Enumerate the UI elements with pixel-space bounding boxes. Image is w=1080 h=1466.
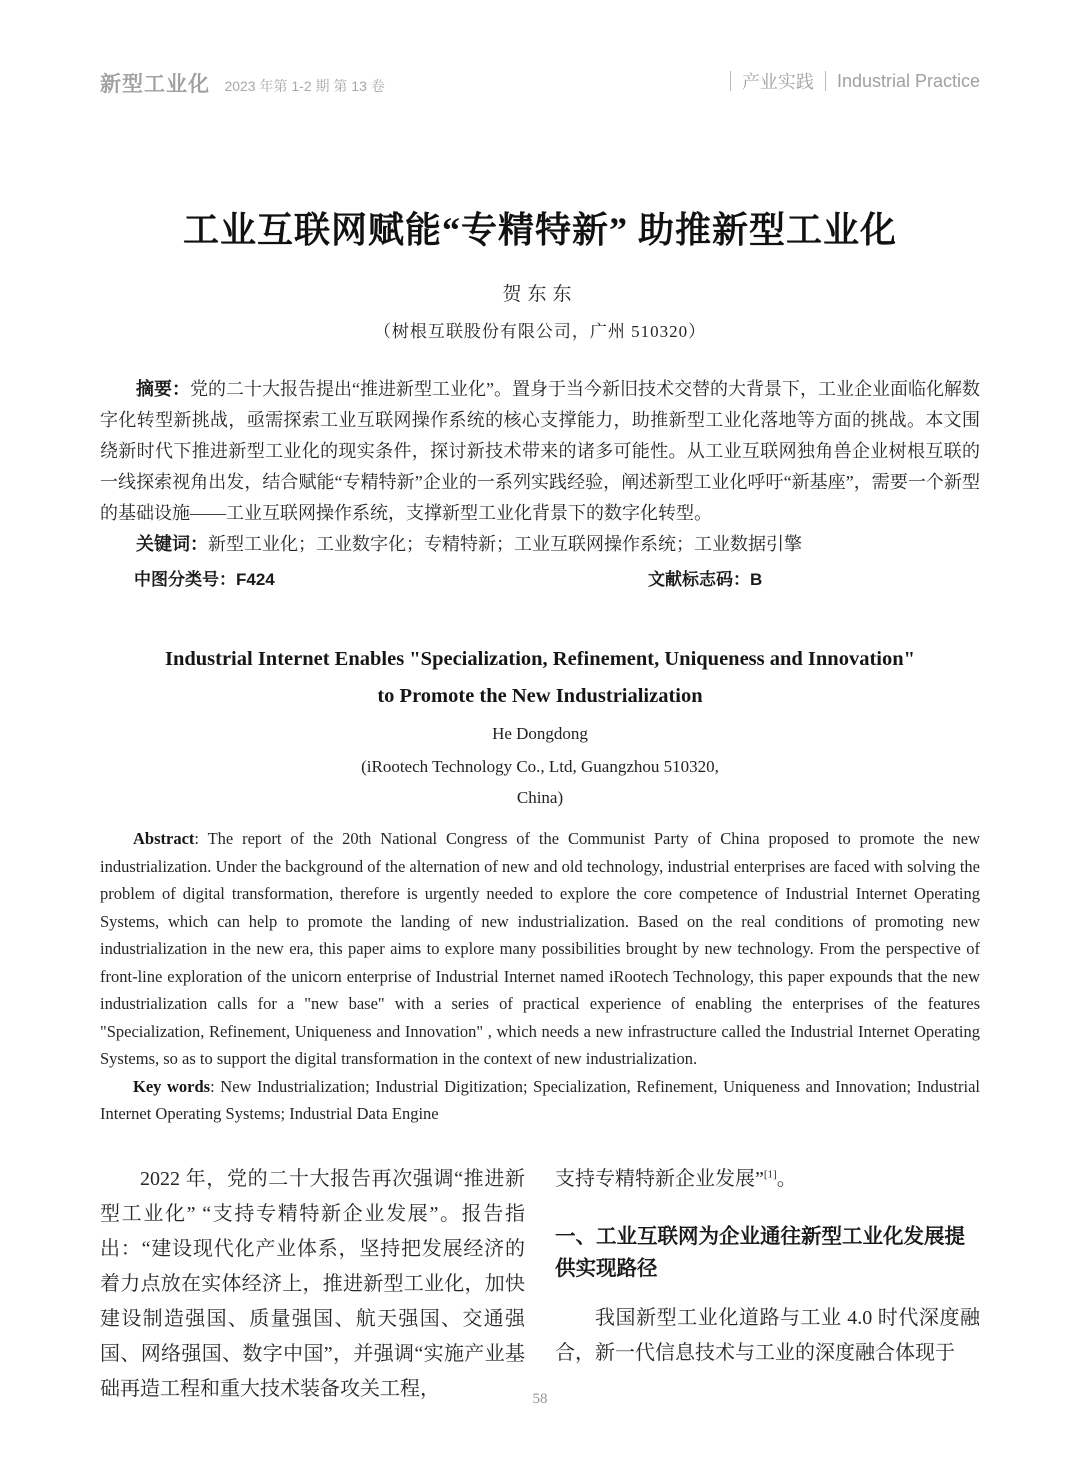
paragraph-continuation-text: 支持专精特新企业发展”	[555, 1167, 764, 1190]
author-name-cn: 贺东东	[502, 284, 578, 305]
affiliation-en	[100, 751, 980, 813]
keywords-label-cn: 关键词：	[136, 534, 208, 554]
keywords-label-en: Key words	[133, 1076, 211, 1096]
paragraph-end-punctuation: 。	[776, 1167, 797, 1190]
abstract-label-cn: 摘要：	[136, 379, 191, 399]
abstract-text-en: : The report of the 20th National Congress of the Communist Party of China proposed to promote the new industrialization. Under the background of the alternation of new and old technology, industrial enterprises are faced with solving the problem of digital transformation, therefore is urgently needed to explore the core competence of Industrial Internet Operating Systems, which can help to promote the landing of new industrialization. Based on the real conditions of promoting new industrialization in the new era, this paper aims to explore many possibilities brought by new technology. From the perspective of front-line exploration of the unicorn enterprise of Industrial Internet named iRootech Technology, this paper expounds that the new industrialization calls for a "new base" with a series of practical experience of enabling the enterprises of the features "Specialization, Refinement, Uniqueness and Innovation" , which needs a new infrastructure called the Industrial Internet Operating Systems, so as to support the digital transformation in the context of new industrialization.	[100, 829, 980, 1068]
section-1-paragraph: 我国新型工业化道路与工业 4.0 时代深度融合，新一代信息技术与工业的深度融合体现于	[555, 1306, 980, 1364]
article-title-en-line1: Industrial Internet Enables "Specialization, Refinement, Uniqueness and Innovation"	[164, 648, 916, 670]
header-divider	[730, 71, 731, 91]
affiliation-en-line1: (iRootech Technology Co., Ltd, Guangzhou 510320,	[361, 757, 719, 776]
header-left	[100, 68, 385, 98]
document-code-label: 文献标志码：	[648, 570, 750, 589]
body-column-right	[555, 1162, 980, 1407]
clc-label: 中图分类号：	[134, 570, 236, 589]
header-right	[719, 68, 980, 94]
keywords-text-cn: 新型工业化；工业数字化；专精特新；工业互联网操作系统；工业数据引擎	[208, 534, 802, 554]
abstract-label-en: Abstract	[133, 829, 195, 848]
section-label-en: Industrial Practice	[836, 70, 980, 91]
section-1-heading: 一、工业互联网为企业通往新型工业化发展提供实现路径	[555, 1224, 965, 1280]
header-divider	[825, 71, 826, 91]
classification-line	[100, 565, 980, 591]
body-paragraph-1-continued	[555, 1162, 980, 1197]
journal-name: 新型工业化	[100, 73, 210, 96]
clc-value: F424	[236, 570, 275, 589]
body-paragraph-1: 2022 年，党的二十大报告再次强调“推进新型工业化” “支持专精特新企业发展”。报告指出：“建设现代化产业体系，坚持把发展经济的着力点放在实体经济上，推进新型工业化，加快建设制造强国、质量强国、航天强国、交通强国、网络强国、数字中国”，并强调“实施产业基础再造工程和重大技术装备攻关工程，	[100, 1167, 525, 1400]
document-code	[648, 565, 762, 590]
citation-reference-1: [1]	[763, 1167, 777, 1180]
page-header	[100, 68, 980, 98]
issue-info: 2023 年第 1-2 期 第 13 卷	[224, 78, 385, 94]
article-title-en	[100, 641, 980, 715]
article-title-cn: 工业互联网赋能“专精特新” 助推新型工业化	[182, 210, 897, 250]
abstract-en	[100, 825, 980, 1073]
affiliation-en-line2: China)	[516, 788, 564, 807]
affiliation-cn: （树根互联股份有限公司，广州 510320）	[373, 322, 707, 341]
abstract-cn	[100, 374, 980, 529]
keywords-text-en: : New Industrialization; Industrial Digitization; Specialization, Refinement, Uniqueness and Innovation; Industrial Internet Operating Systems; Industrial Data Engine	[100, 1076, 980, 1123]
abstract-text-cn: 党的二十大报告提出“推进新型工业化”。置身于当今新旧技术交替的大背景下，工业企业面临化解数字化转型新挑战，亟需探索工业互联网操作系统的核心支撑能力，助推新型工业化落地等方面的挑战。本文围绕新时代下推进新型工业化的现实条件，探讨新技术带来的诸多可能性。从工业互联网独角兽企业树根互联的一线探索视角出发，结合赋能“专精特新”企业的一系列实践经验，阐述新型工业化呼吁“新基座”，需要一个新型的基础设施——工业互联网操作系统，支撑新型工业化背景下的数字化转型。	[100, 379, 981, 523]
document-code-value: B	[750, 570, 763, 589]
keywords-en	[100, 1073, 980, 1128]
body-column-left	[100, 1162, 525, 1407]
page-footer	[0, 1391, 1080, 1408]
page-number: 58	[532, 1391, 548, 1407]
author-name-en: He Dongdong	[492, 724, 588, 743]
body-columns	[100, 1162, 980, 1407]
clc-number	[134, 570, 275, 589]
article-title-en-line2: to Promote the New Industrialization	[377, 685, 703, 707]
section-label-cn: 产业实践	[741, 72, 814, 92]
keywords-cn	[100, 529, 980, 560]
